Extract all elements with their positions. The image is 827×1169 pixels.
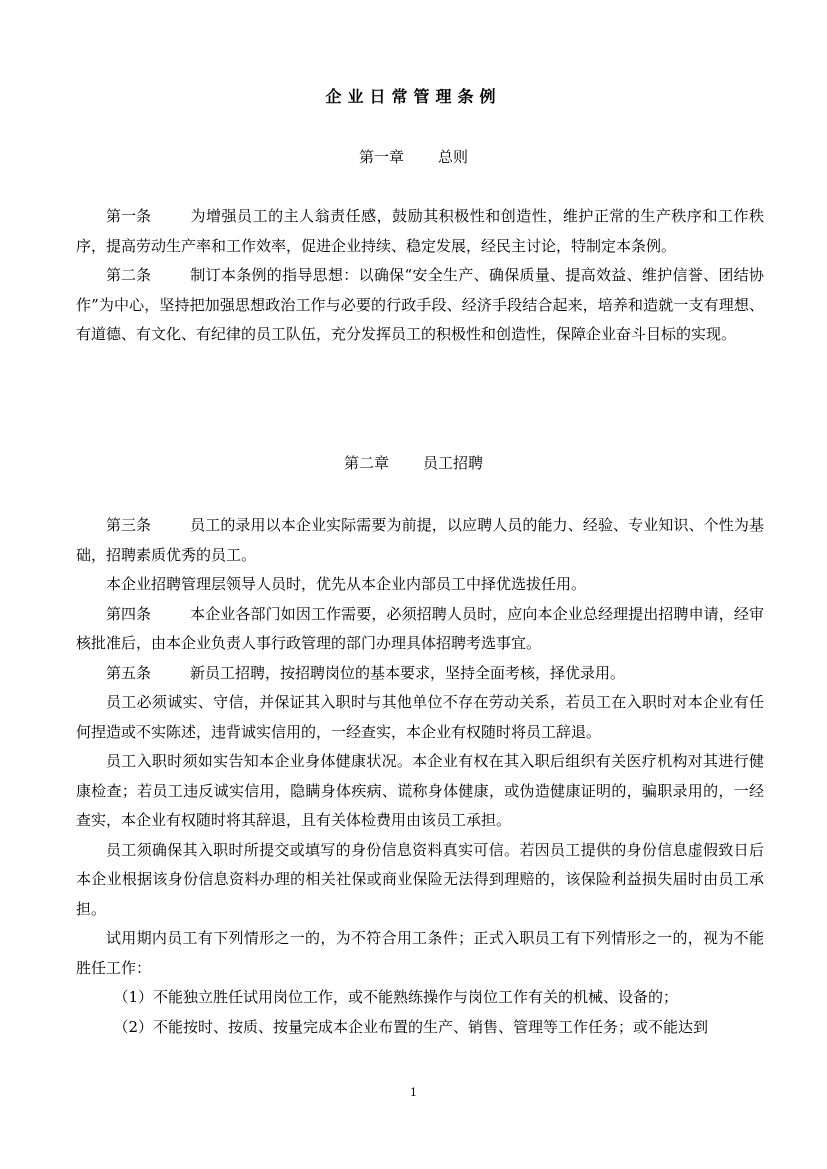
article-number: 第二条	[106, 266, 152, 284]
article-paragraph	[76, 659, 764, 689]
paragraph: 员工必须诚实、守信，并保证其入职时与其他单位不存在劳动关系，若员工在入职时对本企业有任何捏造或不实陈述，违背诚实信用的，一经查实，本企业有权随时将员工辞退。	[76, 693, 764, 741]
article-text: 为增强员工的主人翁责任感，鼓励其积极性和创造性，维护正常的生产秩序和工作秩序，提高劳动生产率和工作效率，促进企业持续、稳定发展，经民主讨论，特制定本条例。	[76, 207, 764, 255]
page-number: 1	[410, 1086, 417, 1099]
chapter-2-number: 第二章	[343, 454, 389, 472]
article-number: 第一条	[106, 207, 152, 225]
article-paragraph	[76, 600, 764, 659]
document-title: 企业日常管理条例	[325, 87, 502, 106]
chapter-2-heading	[0, 452, 827, 473]
list-item: （2）不能按时、按质、按量完成本企业布置的生产、销售、管理等工作任务；或不能达到	[113, 1017, 709, 1036]
chapter-1-heading	[0, 146, 827, 167]
chapter-2-body	[76, 511, 764, 1042]
paragraph: 员工入职时须如实告知本企业身体健康状况。本企业有权在其入职后组织有关医疗机构对其进行健康检查；若员工违反诚实信用，隐瞒身体疾病、谎称身体健康，或伪造健康证明的，骗职录用的，一经查实，本企业有权随时将其辞退，且有关体检费用由该员工承担。	[76, 752, 764, 829]
article-number: 第四条	[106, 604, 152, 623]
article-paragraph	[76, 202, 764, 261]
paragraph: 员工须确保其入职时所提交或填写的身份信息资料真实可信。若因员工提供的身份信息虚假致日后本企业根据该身份信息资料办理的相关社保或商业保险无法得到理赔的，该保险利益损失届时由员工承担。	[76, 840, 764, 918]
chapter-1-body	[76, 202, 764, 350]
article-number: 第五条	[106, 663, 152, 682]
chapter-1-number: 第一章	[358, 148, 404, 166]
paragraph: 本企业招聘管理层领导人员时，优先从本企业内部员工中择优选拔任用。	[106, 575, 587, 593]
article-paragraph	[76, 261, 764, 350]
article-number: 第三条	[106, 516, 152, 534]
article-text: 制订本条例的指导思想：以确保“安全生产、确保质量、提高效益、维护信誉、团结协作”为中心，坚持把加强思想政治工作与必要的行政手段、经济手段结合起来，培养和造就一支有理想、有道德、有文化、有纪律的员工队伍，充分发挥员工的积极性和创造性，保障企业奋斗目标的实现。	[76, 266, 764, 343]
article-paragraph	[76, 511, 764, 570]
chapter-1-name: 总则	[438, 148, 469, 166]
article-text: 新员工招聘，按招聘岗位的基本要求，坚持全面考核，择优录用。	[190, 663, 626, 682]
chapter-2-name: 员工招聘	[423, 454, 484, 472]
list-item: （1）不能独立胜任试用岗位工作，或不能熟练操作与岗位工作有关的机械、设备的；	[113, 988, 679, 1006]
article-text: 员工的录用以本企业实际需要为前提，以应聘人员的能力、经验、专业知识、个性为基础，招聘素质优秀的员工。	[76, 516, 764, 564]
article-text: 本企业各部门如因工作需要，必须招聘人员时，应向本企业总经理提出招聘申请，经审核批准后，由本企业负责人事行政管理的部门办理具体招聘考选事宜。	[76, 604, 764, 652]
paragraph: 试用期内员工有下列情形之一的，为不符合用工条件；正式入职员工有下列情形之一的，视为不能胜任工作：	[76, 929, 764, 977]
